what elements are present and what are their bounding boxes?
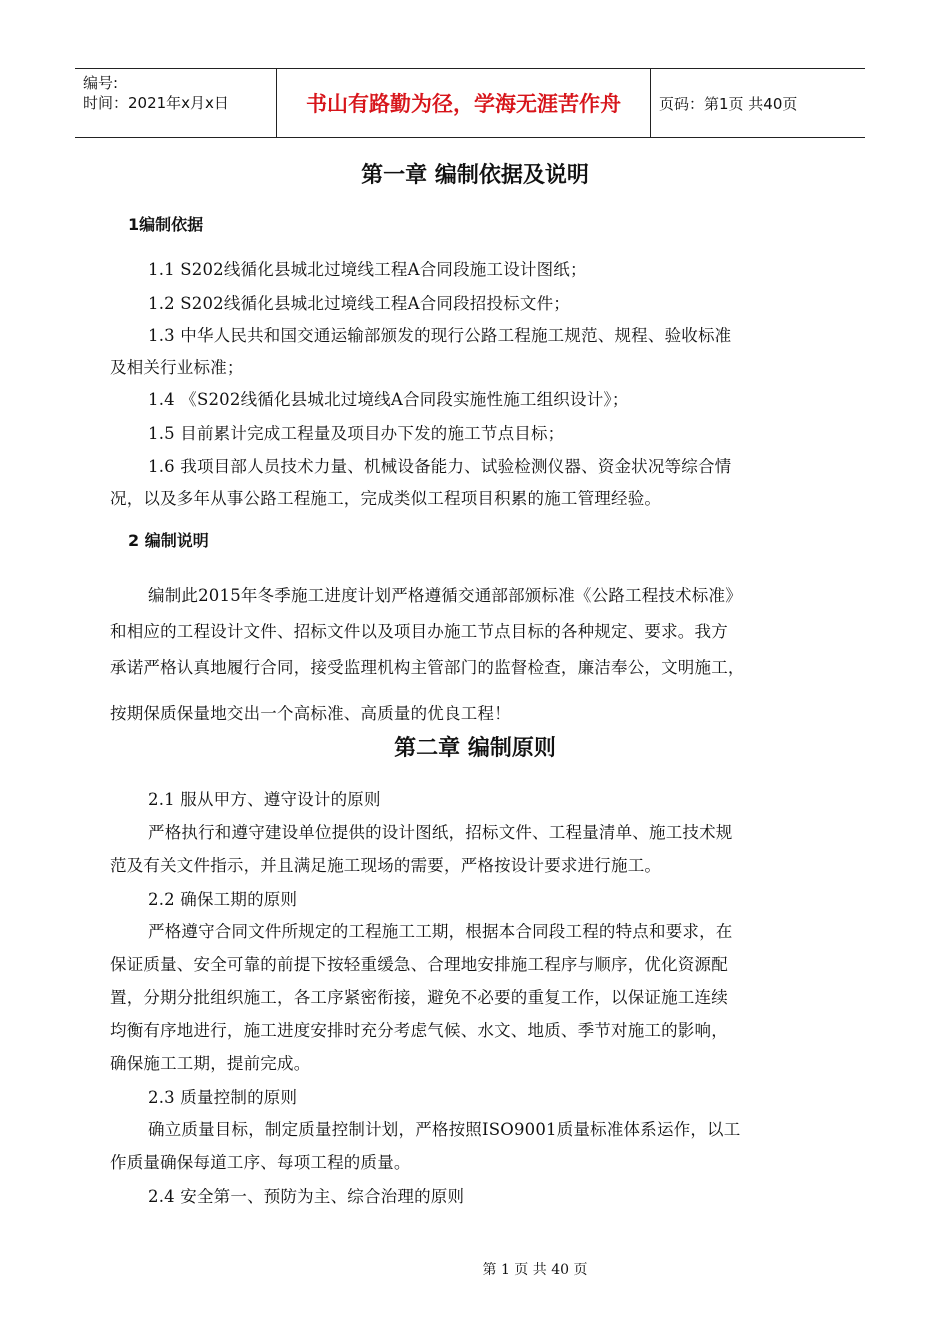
basis-item: 1.2 S202线循化县城北过境线工程A合同段招投标文件； [148, 294, 570, 313]
basis-item: 况，以及多年从事公路工程施工，完成类似工程项目积累的施工管理经验。 [110, 489, 662, 508]
principle-title: 2.3 质量控制的原则 [148, 1088, 298, 1107]
page-footer: 第 1 页 共 40 页 [482, 1262, 588, 1278]
basis-item: 1.1 S202线循化县城北过境线工程A合同段施工设计图纸； [148, 260, 587, 279]
principle-line: 确立质量目标，制定质量控制计划，严格按照ISO9001质量标准体系运作，以工 [148, 1120, 741, 1139]
doc-number-label: 编号: [83, 74, 119, 92]
section2-line: 承诺严格认真地履行合同，接受监理机构主管部门的监督检查，廉洁奉公，文明施工， [110, 658, 745, 677]
basis-item: 1.5 目前累计完成工程量及项目办下发的施工节点目标； [148, 424, 565, 443]
basis-item: 及相关行业标准； [110, 358, 244, 377]
principle-line: 保证质量、安全可靠的前提下按轻重缓急、合理地安排施工程序与顺序，优化资源配 [110, 955, 728, 974]
section2-title: 2 编制说明 [128, 531, 209, 550]
principle-line: 置，分期分批组织施工，各工序紧密衔接，避免不必要的重复工作，以保证施工连续 [110, 988, 728, 1007]
principle-title: 2.2 确保工期的原则 [148, 890, 298, 909]
chapter2-title: 第二章 编制原则 [394, 736, 556, 761]
principle-line: 严格遵守合同文件所规定的工程施工工期，根据本合同段工程的特点和要求，在 [148, 922, 733, 941]
section2-line: 和相应的工程设计文件、招标文件以及项目办施工节点目标的各种规定、要求。我方 [110, 622, 728, 641]
section2-line: 按期保质保量地交出一个高标准、高质量的优良工程！ [110, 704, 511, 723]
principle-line: 范及有关文件指示，并且满足施工现场的需要，严格按设计要求进行施工。 [110, 856, 662, 875]
section2-line: 编制此2015年冬季施工进度计划严格遵循交通部部颁标准《公路工程技术标准》 [148, 586, 742, 605]
header-left-cell [75, 69, 277, 137]
principle-line: 确保施工工期，提前完成。 [110, 1054, 311, 1073]
principle-title: 2.4 安全第一、预防为主、综合治理的原则 [148, 1187, 465, 1206]
section1-title: 1编制依据 [128, 215, 204, 234]
principle-line: 均衡有序地进行，施工进度安排时充分考虑气候、水文、地质、季节对施工的影响， [110, 1021, 728, 1040]
principle-line: 严格执行和遵守建设单位提供的设计图纸，招标文件、工程量清单、施工技术规 [148, 823, 733, 842]
principle-line: 作质量确保每道工序、每项工程的质量。 [110, 1153, 411, 1172]
basis-item: 1.4 《S202线循化县城北过境线A合同段实施性施工组织设计》； [148, 390, 629, 409]
basis-item: 1.3 中华人民共和国交通运输部颁发的现行公路工程施工规范、规程、验收标准 [148, 326, 732, 345]
doc-time-label: 时间：2021年x月x日 [83, 94, 229, 112]
header-table [75, 68, 865, 138]
principle-title: 2.1 服从甲方、遵守设计的原则 [148, 790, 381, 809]
chapter1-title: 第一章 编制依据及说明 [361, 163, 589, 188]
header-page-label: 页码：第1页 共40页 [659, 94, 798, 113]
basis-item: 1.6 我项目部人员技术力量、机械设备能力、试验检测仪器、资金状况等综合情 [148, 457, 732, 476]
header-motto: 书山有路勤为径，学海无涯苦作舟 [277, 69, 651, 137]
